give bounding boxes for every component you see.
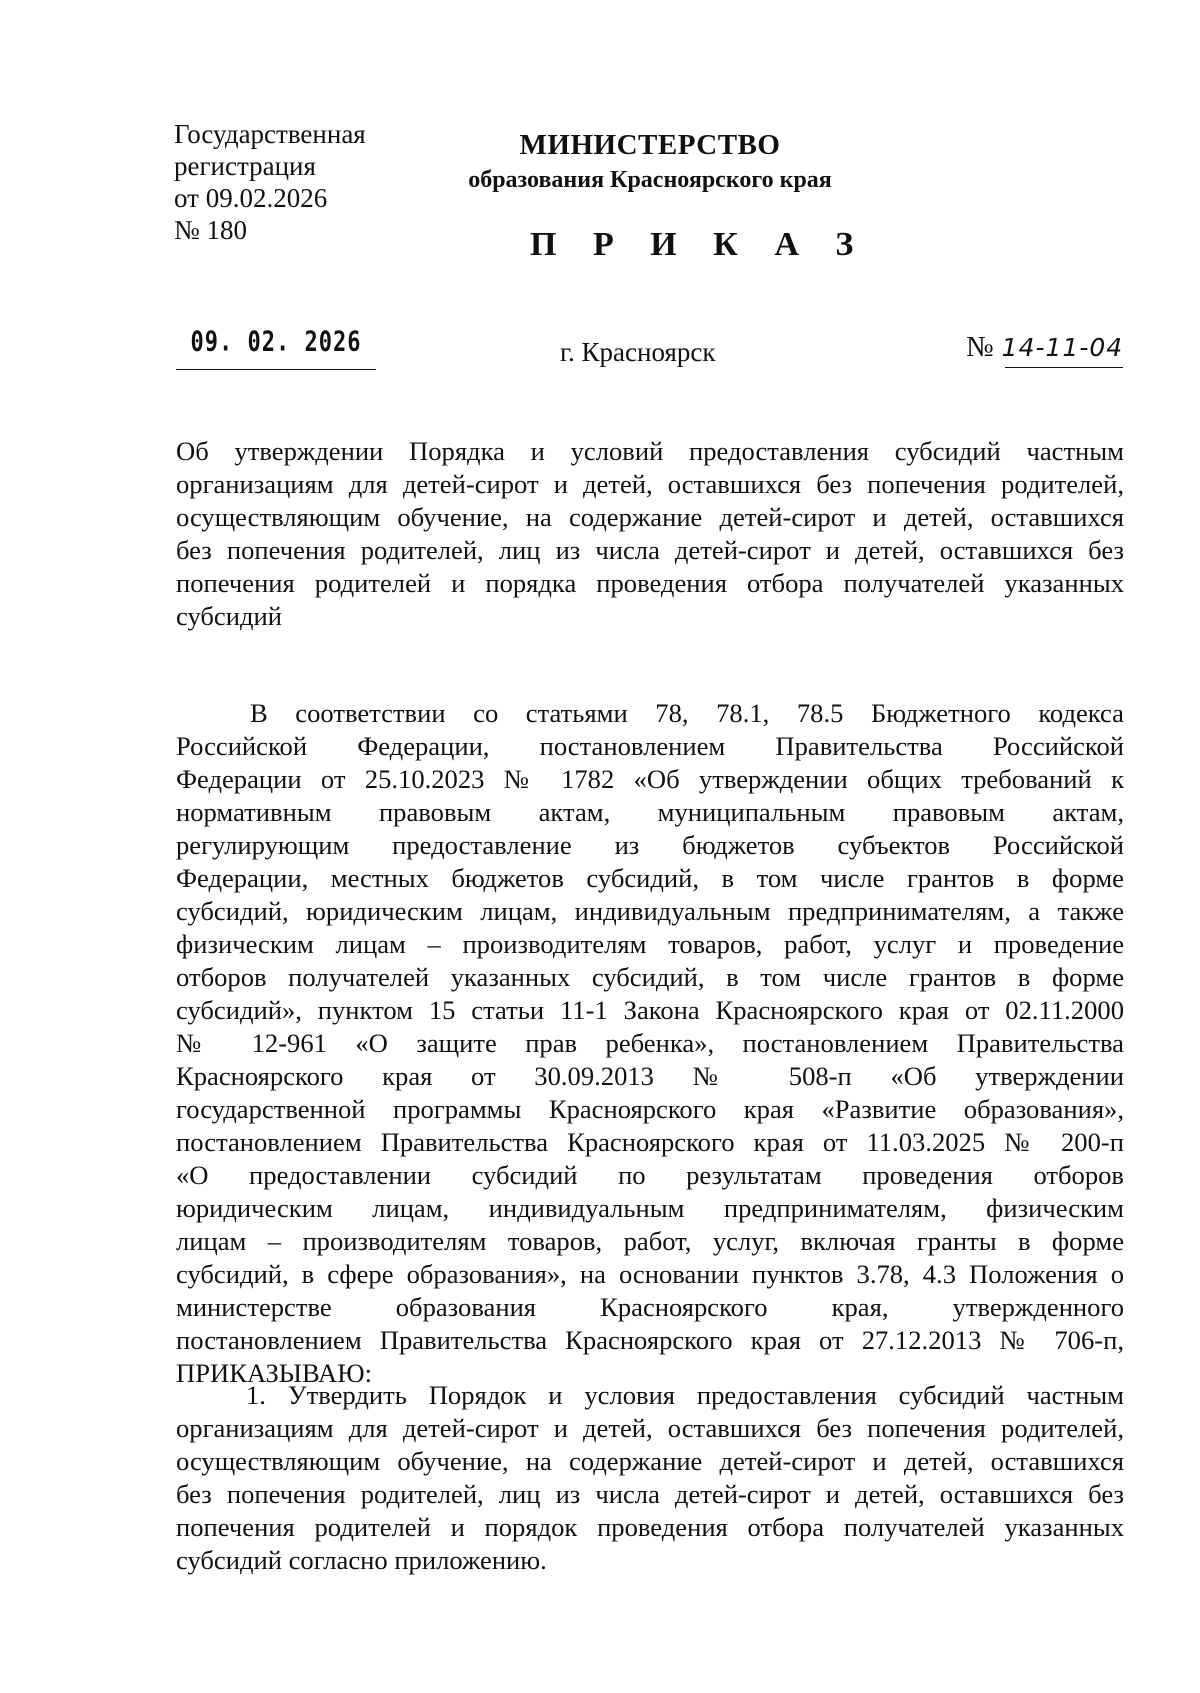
ministry-title: МИНИСТЕРСТВО bbox=[519, 129, 781, 161]
subject-line: субсидий bbox=[176, 601, 282, 631]
item-line: 1. Утвердить Порядок и условия предоставления субсидий частным bbox=[246, 1380, 1124, 1410]
subject-line: Об утверждении Порядка и условий предоставления субсидий частным bbox=[176, 436, 1124, 466]
order-title: П Р И К А З bbox=[530, 226, 868, 263]
body-line: отборов получателей указанных субсидий, в том числе грантов в форме bbox=[176, 962, 1124, 992]
body-line: «О предоставлении субсидий по результатам проведения отборов bbox=[176, 1160, 1124, 1190]
item-line: попечения родителей и порядок проведения отбора получателей указанных bbox=[176, 1512, 1124, 1542]
item-line: осуществляющим обучение, на содержание детей-сирот и детей, оставшихся bbox=[176, 1446, 1124, 1476]
item-line: организациям для детей-сирот и детей, оставшихся без попечения родителей, bbox=[176, 1413, 1124, 1443]
date-underline bbox=[176, 369, 376, 370]
body-line: субсидий, в сфере образования», на основании пунктов 3.78, 4.3 Положения о bbox=[176, 1259, 1124, 1289]
body-line: Федерации от 25.10.2023 № 1782 «Об утверждении общих требований к bbox=[176, 764, 1124, 794]
ministry-subtitle: образования Красноярского края bbox=[468, 167, 832, 193]
body-line: нормативным правовым актам, муниципальным правовым актам, bbox=[176, 797, 1124, 827]
handwritten-number: 14-11-04 bbox=[1001, 333, 1124, 362]
body-line: Российской Федерации, постановлением Правительства Российской bbox=[176, 731, 1124, 761]
body-line: № 12-961 «О защите прав ребенка», постановлением Правительства bbox=[176, 1028, 1124, 1058]
body-line: постановлением Правительства Красноярского края от 27.12.2013 № 706-п, bbox=[176, 1325, 1124, 1355]
registration-date: от 09.02.2026 bbox=[174, 183, 328, 213]
body-line: постановлением Правительства Красноярского края от 11.03.2025 № 200-п bbox=[176, 1127, 1124, 1157]
order-item-1 bbox=[176, 1379, 1124, 1577]
order-command: ПРИКАЗЫВАЮ: bbox=[176, 1358, 372, 1388]
body-line: субсидий, юридическим лицам, индивидуальным предпринимателям, а также bbox=[176, 896, 1124, 926]
body-line: Федерации, местных бюджетов субсидий, в том числе грантов в форме bbox=[176, 863, 1124, 893]
preamble-paragraph bbox=[176, 697, 1124, 1390]
subject-line: осуществляющим обучение, на содержание детей-сирот и детей, оставшихся bbox=[176, 502, 1124, 532]
subject-line: без попечения родителей, лиц из числа детей-сирот и детей, оставшихся без bbox=[176, 535, 1124, 565]
subject-line: организациям для детей-сирот и детей, оставшихся без попечения родителей, bbox=[176, 469, 1124, 499]
body-line: В соответствии со статьями 78, 78.1, 78.5 Бюджетного кодекса bbox=[250, 698, 1124, 728]
city-name: г. Красноярск bbox=[560, 337, 716, 367]
order-subject bbox=[176, 435, 1124, 633]
number-sign: № bbox=[966, 331, 994, 363]
body-line: юридическим лицам, индивидуальным предпринимателям, физическим bbox=[176, 1193, 1124, 1223]
order-date-stamp: 09. 02. 2026 bbox=[190, 326, 362, 359]
order-number bbox=[966, 331, 1123, 364]
subject-line: попечения родителей и порядка проведения отбора получателей указанных bbox=[176, 568, 1124, 598]
body-line: государственной программы Красноярского края «Развитие образования», bbox=[176, 1094, 1124, 1124]
body-line: субсидий», пунктом 15 статьи 11-1 Закона Красноярского края от 02.11.2000 bbox=[176, 995, 1124, 1025]
ministry-header bbox=[420, 126, 880, 196]
number-underline bbox=[1005, 367, 1123, 368]
body-line: лицам – производителям товаров, работ, услуг, включая гранты в форме bbox=[176, 1226, 1124, 1256]
item-line: субсидий согласно приложению. bbox=[176, 1545, 547, 1575]
body-line: министерстве образования Красноярского края, утвержденного bbox=[176, 1292, 1124, 1322]
registration-block bbox=[174, 118, 366, 246]
body-line: Красноярского края от 30.09.2013 № 508-п «Об утверждении bbox=[176, 1061, 1124, 1091]
registration-number: № 180 bbox=[174, 215, 248, 245]
body-line: физическим лицам – производителям товаров, работ, услуг и проведение bbox=[176, 929, 1124, 959]
item-line: без попечения родителей, лиц из числа детей-сирот и детей, оставшихся без bbox=[176, 1479, 1124, 1509]
registration-line: Государственная bbox=[174, 119, 366, 149]
body-line: регулирующим предоставление из бюджетов субъектов Российской bbox=[176, 830, 1124, 860]
registration-line: регистрация bbox=[174, 151, 316, 181]
